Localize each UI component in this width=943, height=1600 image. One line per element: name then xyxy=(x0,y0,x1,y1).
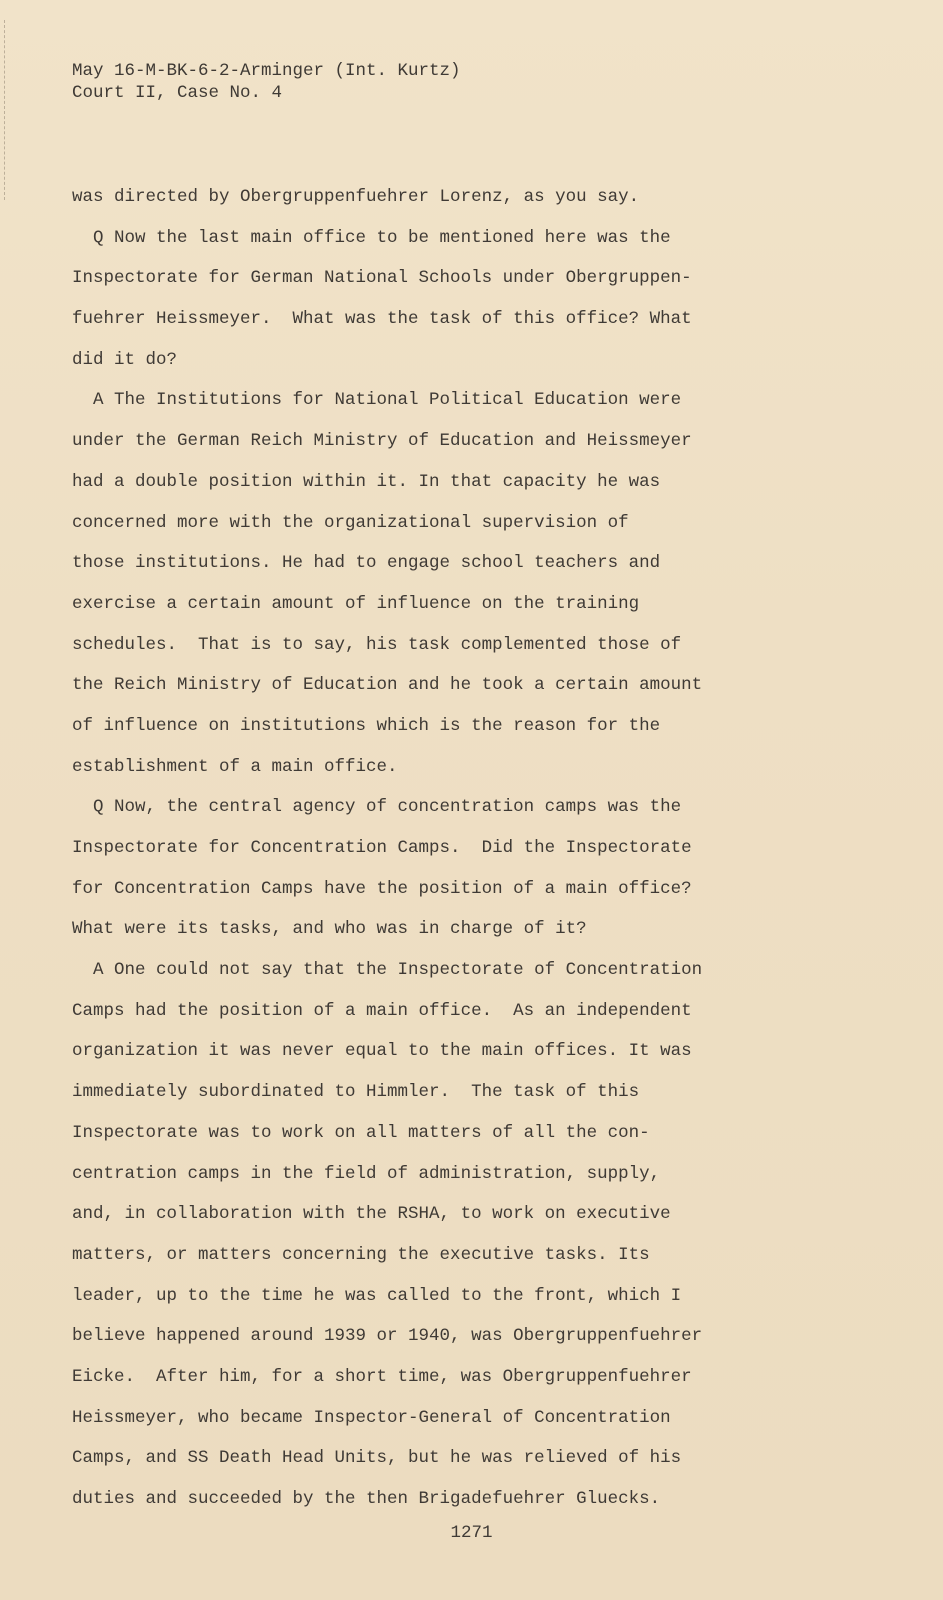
text-line: and, in collaboration with the RSHA, to work on executive xyxy=(72,1204,671,1225)
text-line: Inspectorate for Concentration Camps. Did the Inspectorate xyxy=(72,838,692,858)
text-line: centration camps in the field of administration, supply, xyxy=(72,1163,661,1184)
text-line: exercise a certain amount of influence on the training xyxy=(72,593,640,614)
text-line: Q Now the last main office to be mentioned here was the xyxy=(72,227,671,248)
text-line: organization it was never equal to the main offices. It was xyxy=(72,1041,692,1062)
text-line: had a double position within it. In that capacity he was xyxy=(72,471,661,492)
text-line: did it do? xyxy=(72,349,178,370)
text-line: Eicke. After him, for a short time, was Obergruppenfuehrer xyxy=(72,1366,692,1387)
text-line: A One could not say that the Inspectorate of Concentration xyxy=(72,960,703,981)
text-line: What were its tasks, and who was in charge of it? xyxy=(72,919,587,940)
text-line: A The Institutions for National Political Education were xyxy=(72,390,682,411)
text-line: Camps had the position of a main office. As an independent xyxy=(72,1000,692,1021)
text-line: matters, or matters concerning the executive tasks. Its xyxy=(72,1244,650,1265)
text-line: of influence on institutions which is the reason for the xyxy=(72,715,661,736)
text-line: the Reich Ministry of Education and he took a certain amount xyxy=(72,675,703,696)
text-line: was directed by Obergruppenfuehrer Lorenz, as you say. xyxy=(72,187,640,207)
text-line: those institutions. He had to engage school teachers and xyxy=(72,553,661,574)
text-line: duties and succeeded by the then Brigadefuehrer Gluecks. xyxy=(72,1489,661,1509)
text-line: immediately subordinated to Himmler. The task of this xyxy=(72,1082,640,1103)
text-line: leader, up to the time he was called to the front, which I xyxy=(72,1285,682,1306)
header-line-1: May 16-M-BK-6-2-Arminger (Int. Kurtz) xyxy=(72,61,461,81)
text-line: under the German Reich Ministry of Education and Heissmeyer xyxy=(72,431,692,452)
text-line: fuehrer Heissmeyer. What was the task of this office? What xyxy=(72,309,692,330)
text-line: Camps, and SS Death Head Units, but he was relieved of his xyxy=(72,1448,682,1469)
text-line: believe happened around 1939 or 1940, was Obergruppenfuehrer xyxy=(72,1326,703,1347)
transcript-body xyxy=(72,177,902,1520)
text-line: concerned more with the organizational supervision of xyxy=(72,512,629,533)
document-header xyxy=(72,60,461,104)
text-line: Q Now, the central agency of concentration camps was the xyxy=(72,797,682,818)
text-line: for Concentration Camps have the position of a main office? xyxy=(72,878,692,899)
text-line: schedules. That is to say, his task complemented those of xyxy=(72,634,682,655)
text-line: Inspectorate was to work on all matters of all the con- xyxy=(72,1122,650,1143)
text-line: Heissmeyer, who became Inspector-General of Concentration xyxy=(72,1407,671,1428)
text-line: establishment of a main office. xyxy=(72,756,398,777)
page-number: 1271 xyxy=(450,1523,493,1543)
page-edge-mark xyxy=(4,20,7,200)
header-line-2: Court II, Case No. 4 xyxy=(72,83,283,103)
text-line: Inspectorate for German National Schools under Obergruppen- xyxy=(72,268,692,289)
